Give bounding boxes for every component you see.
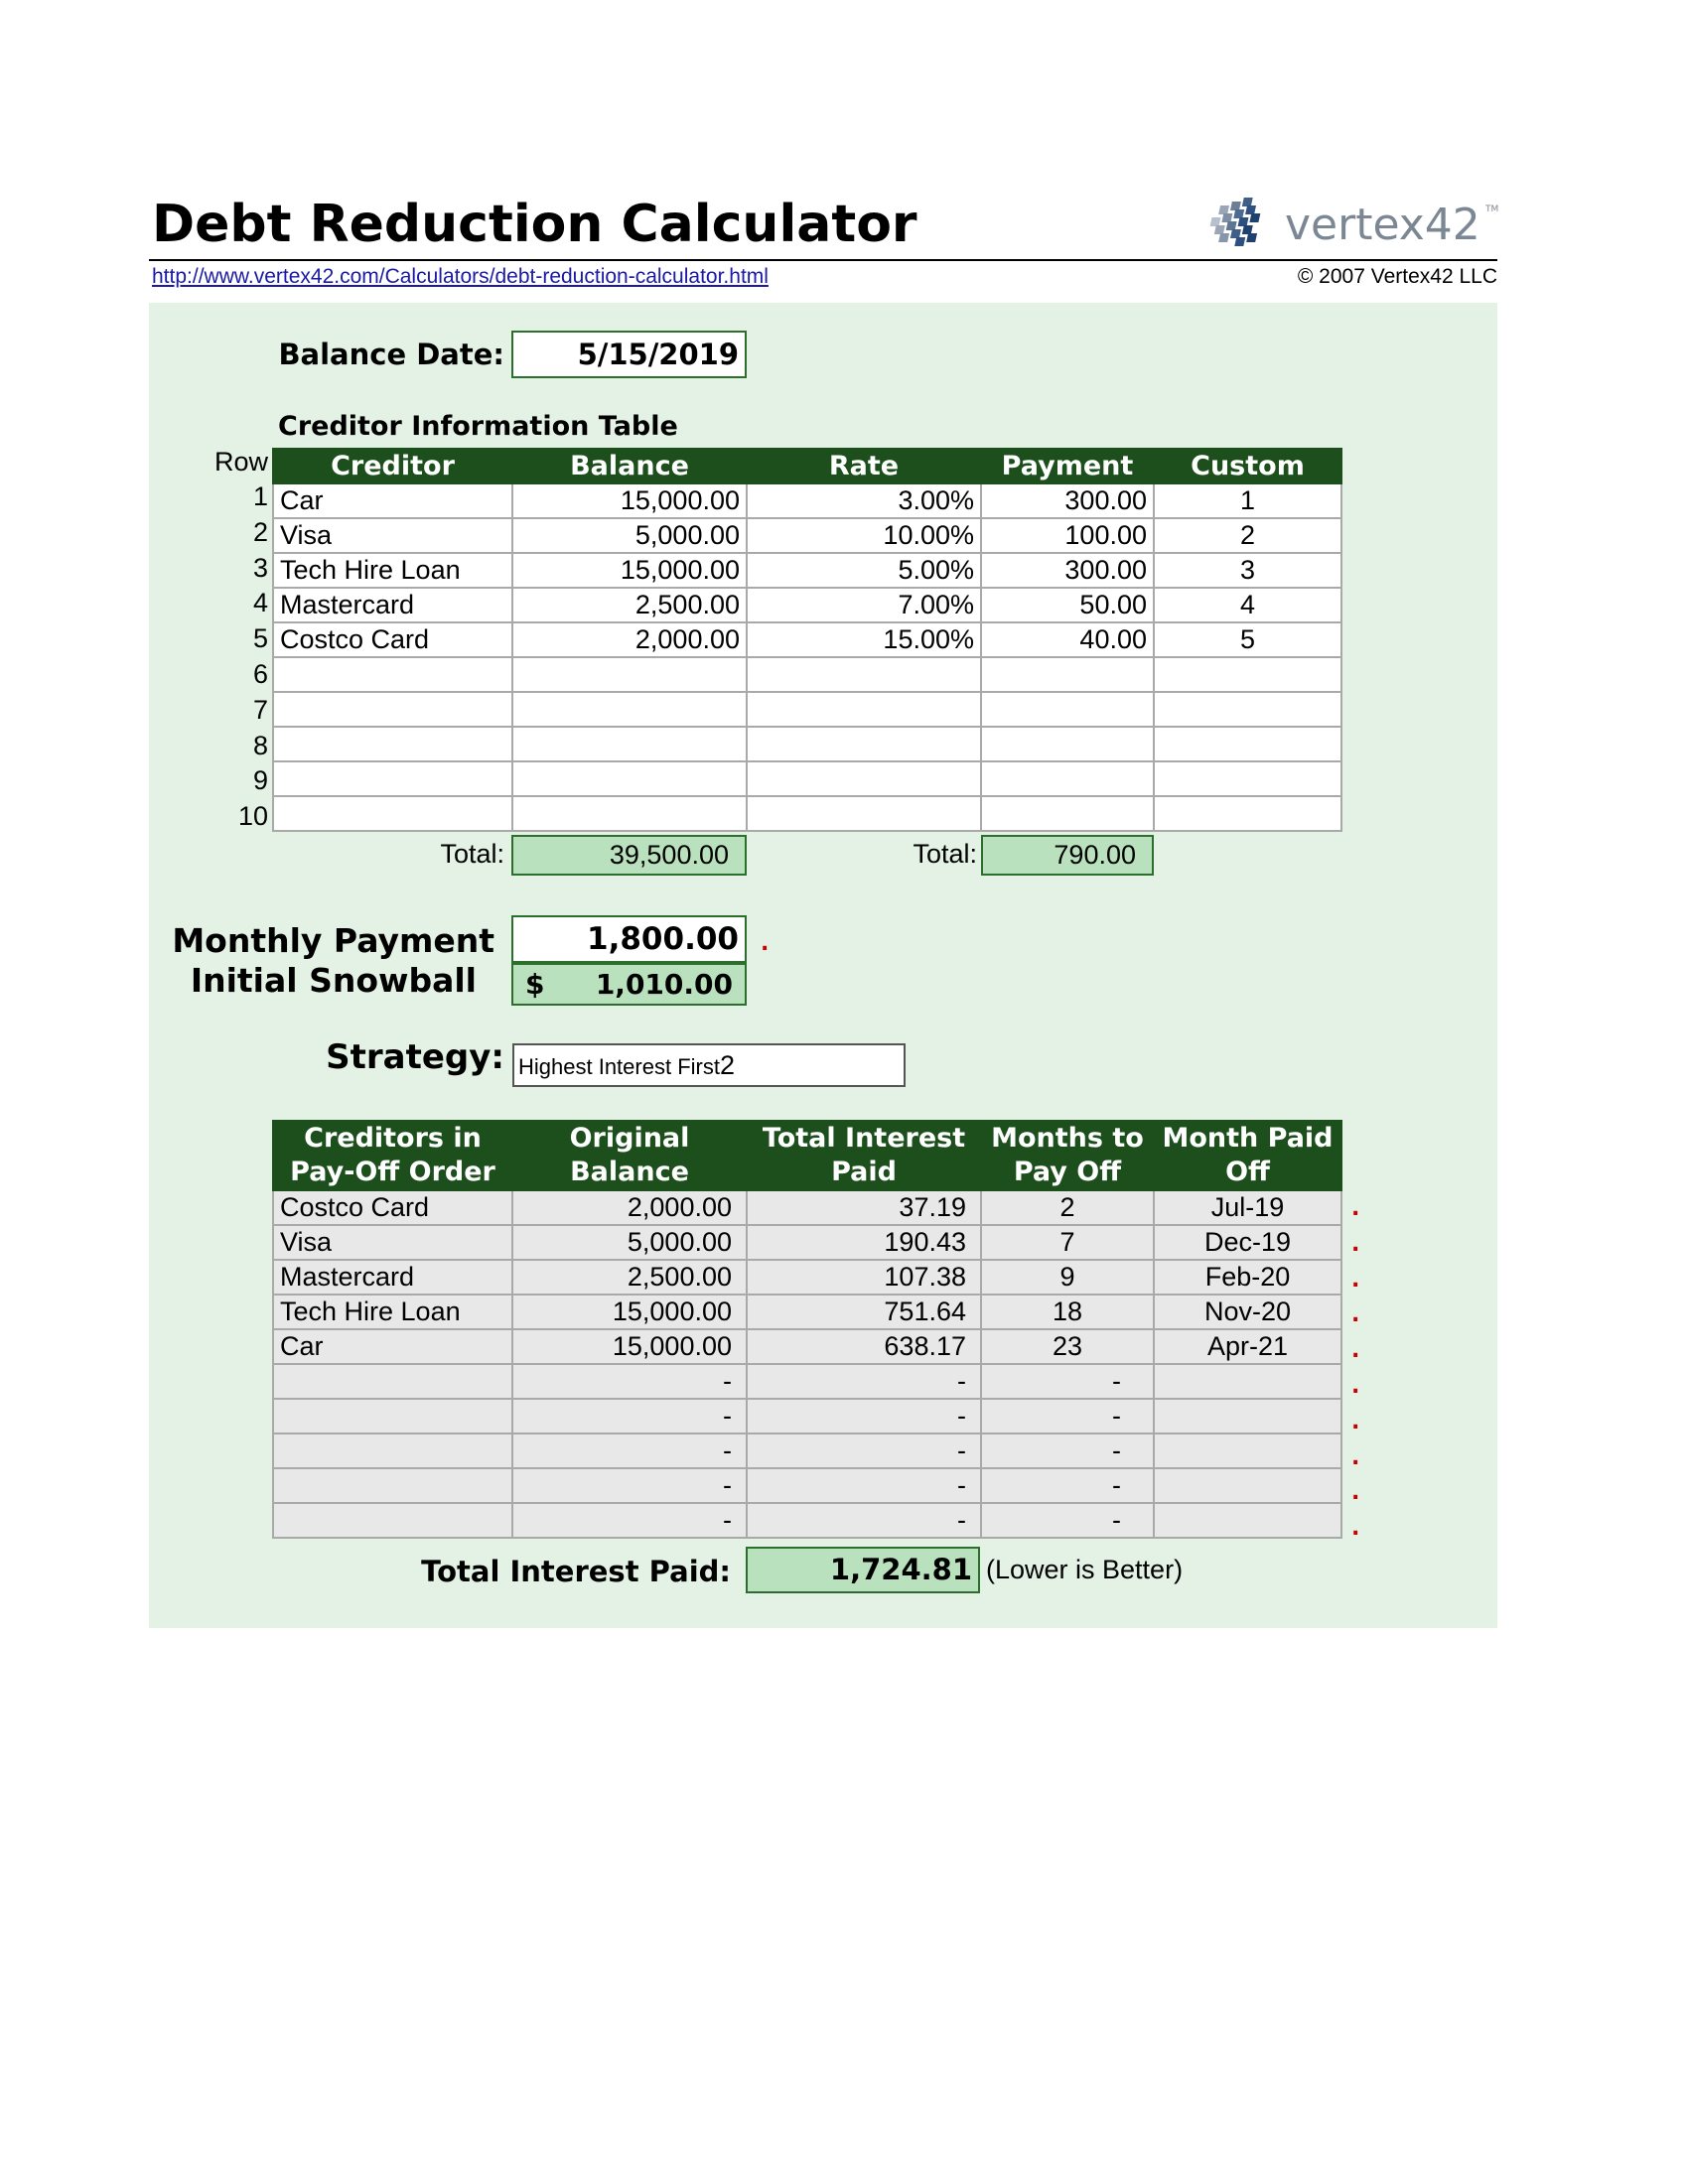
lower-is-better-note: (Lower is Better) [986,1555,1184,1584]
comment-marker: . [1351,1516,1360,1542]
custom-order-cell[interactable] [1154,796,1341,831]
creditor-row [273,588,1341,622]
creditor-row [273,657,1341,692]
header-original-balance: Original Balance [512,1121,747,1190]
rate-cell[interactable]: 3.00% [747,483,981,518]
header-balance: Balance [512,449,747,483]
balance-cell[interactable]: 2,000.00 [512,622,747,657]
months-cell: - [981,1399,1154,1433]
custom-order-cell[interactable] [1154,727,1341,761]
balance-cell[interactable] [512,796,747,831]
balance-date-input[interactable]: 5/15/2019 [511,331,747,378]
row-number: 3 [252,552,268,583]
comment-marker: . [1351,1444,1360,1470]
custom-order-cell[interactable]: 3 [1154,553,1341,588]
payoff-creditor-cell: Car [273,1329,512,1364]
paid-off-month-cell: Jul-19 [1154,1190,1341,1225]
creditor-row [273,483,1341,518]
rate-cell[interactable] [747,761,981,796]
payoff-creditor-cell [273,1364,512,1399]
initial-snowball-label: Initial Snowball [190,961,477,1000]
payoff-creditor-cell [273,1468,512,1503]
creditor-row [273,727,1341,761]
payoff-creditor-cell: Visa [273,1225,512,1260]
original-balance-cell: - [512,1503,747,1538]
paid-off-month-cell: Feb-20 [1154,1260,1341,1295]
interest-paid-cell: - [747,1468,981,1503]
custom-order-cell[interactable]: 1 [1154,483,1341,518]
months-cell: - [981,1503,1154,1538]
original-balance-cell: 5,000.00 [512,1225,747,1260]
creditor-name-cell[interactable]: Tech Hire Loan [273,553,512,588]
payment-cell[interactable] [981,657,1154,692]
row-number: 9 [252,765,268,796]
payment-cell[interactable]: 300.00 [981,483,1154,518]
comment-marker: . [1351,1302,1360,1328]
strategy-label: Strategy: [326,1037,504,1077]
strategy-code: 2 [719,1050,735,1080]
header-custom: Custom [1154,449,1341,483]
balance-cell[interactable] [512,761,747,796]
total-balance-label: Total: [440,839,504,869]
strategy-select[interactable] [512,1043,906,1087]
comment-marker: . [1351,1267,1360,1293]
payoff-row [273,1468,1341,1503]
original-balance-cell: 15,000.00 [512,1295,747,1329]
initial-snowball-value-box [511,963,747,1006]
balance-cell[interactable]: 15,000.00 [512,483,747,518]
creditor-row [273,518,1341,553]
creditor-name-cell[interactable]: Costco Card [273,622,512,657]
total-payment-value: 790.00 [981,835,1154,876]
payoff-creditor-cell: Costco Card [273,1190,512,1225]
comment-marker: . [761,931,770,956]
creditor-name-cell[interactable] [273,692,512,727]
payoff-creditor-cell: Mastercard [273,1260,512,1295]
currency-symbol: $ [525,968,545,1001]
paid-off-month-cell: Apr-21 [1154,1329,1341,1364]
original-balance-cell: 15,000.00 [512,1329,747,1364]
creditor-name-cell[interactable]: Visa [273,518,512,553]
payment-cell[interactable]: 100.00 [981,518,1154,553]
header-total-interest: Total Interest Paid [747,1121,981,1190]
interest-paid-cell: 638.17 [747,1329,981,1364]
months-cell: 9 [981,1260,1154,1295]
payoff-table [272,1120,1342,1539]
payment-cell[interactable] [981,692,1154,727]
payment-cell[interactable]: 300.00 [981,553,1154,588]
comment-marker: . [1351,1374,1360,1399]
header-creditor: Creditor [273,449,512,483]
creditor-table [272,448,1342,832]
payoff-row [273,1503,1341,1538]
header-months-to-pay-off: Months to Pay Off [981,1121,1154,1190]
custom-order-cell[interactable]: 5 [1154,622,1341,657]
header-divider [149,259,1497,261]
payoff-row [273,1190,1341,1225]
header-rate: Rate [747,449,981,483]
balance-cell[interactable]: 15,000.00 [512,553,747,588]
payoff-row [273,1295,1341,1329]
balance-cell[interactable] [512,657,747,692]
payoff-row [273,1364,1341,1399]
row-column-label: Row [213,447,268,477]
header-month-paid-off: Month Paid Off [1154,1121,1341,1190]
calculator-link[interactable]: http://www.vertex42.com/Calculators/debt-reduction-calculator.html [152,265,769,288]
vertex42-grid-logo-icon [1203,192,1499,257]
payoff-row [273,1399,1341,1433]
payment-cell[interactable] [981,796,1154,831]
paid-off-month-cell [1154,1399,1341,1433]
total-payment-label: Total: [913,839,977,869]
comment-marker: . [1351,1196,1360,1221]
svg-text:TM: TM [1485,205,1499,214]
original-balance-cell: 2,500.00 [512,1260,747,1295]
payoff-row [273,1329,1341,1364]
rate-cell[interactable] [747,692,981,727]
row-number: 4 [252,588,268,618]
interest-paid-cell: 107.38 [747,1260,981,1295]
paid-off-month-cell [1154,1468,1341,1503]
comment-marker: . [1351,1409,1360,1434]
row-number: 6 [252,659,268,689]
balance-cell[interactable]: 2,500.00 [512,588,747,622]
row-number: 2 [252,516,268,547]
custom-order-cell[interactable] [1154,761,1341,796]
balance-cell[interactable] [512,727,747,761]
comment-marker: . [1351,1338,1360,1364]
row-number: 8 [252,730,268,760]
page-title: Debt Reduction Calculator [152,195,917,254]
creditor-name-cell[interactable]: Car [273,483,512,518]
payoff-creditor-cell [273,1433,512,1468]
initial-snowball-value: 1,010.00 [595,968,733,1001]
total-interest-value: 1,724.81 [746,1547,980,1593]
total-interest-label: Total Interest Paid: [421,1555,731,1588]
months-cell: - [981,1433,1154,1468]
interest-paid-cell: 37.19 [747,1190,981,1225]
total-balance-value: 39,500.00 [511,835,747,876]
strategy-selected-value: Highest Interest First [518,1054,720,1079]
monthly-payment-label: Monthly Payment [172,921,494,960]
comment-marker: . [1351,1480,1360,1506]
creditor-row [273,796,1341,831]
creditor-table-title: Creditor Information Table [278,411,678,442]
rate-cell[interactable] [747,796,981,831]
creditor-row [273,761,1341,796]
balance-cell[interactable] [512,692,747,727]
creditor-row [273,622,1341,657]
creditor-name-cell[interactable]: Mastercard [273,588,512,622]
rate-cell[interactable] [747,727,981,761]
months-cell: 2 [981,1190,1154,1225]
balance-date-label: Balance Date: [278,338,504,371]
months-cell: - [981,1468,1154,1503]
rate-cell[interactable] [747,657,981,692]
row-number: 7 [252,694,268,725]
creditor-name-cell[interactable] [273,796,512,831]
interest-paid-cell: 190.43 [747,1225,981,1260]
payoff-creditor-cell: Tech Hire Loan [273,1295,512,1329]
interest-paid-cell: - [747,1433,981,1468]
copyright-text: © 2007 Vertex42 LLC [1297,265,1497,288]
payoff-creditor-cell [273,1399,512,1433]
rate-cell[interactable]: 15.00% [747,622,981,657]
months-cell: 7 [981,1225,1154,1260]
interest-paid-cell: 751.64 [747,1295,981,1329]
svg-text:vertex42: vertex42 [1285,200,1480,250]
interest-paid-cell: - [747,1399,981,1433]
payment-cell[interactable]: 50.00 [981,588,1154,622]
balance-cell[interactable]: 5,000.00 [512,518,747,553]
header-payment: Payment [981,449,1154,483]
months-cell: - [981,1364,1154,1399]
payoff-creditor-cell [273,1503,512,1538]
months-cell: 18 [981,1295,1154,1329]
custom-order-cell[interactable]: 2 [1154,518,1341,553]
original-balance-cell: - [512,1364,747,1399]
interest-paid-cell: - [747,1364,981,1399]
paid-off-month-cell [1154,1433,1341,1468]
payment-cell[interactable]: 40.00 [981,622,1154,657]
header-payoff-order: Creditors in Pay-Off Order [273,1121,512,1190]
paid-off-month-cell: Nov-20 [1154,1295,1341,1329]
row-number: 1 [252,481,268,511]
creditor-name-cell[interactable] [273,761,512,796]
monthly-payment-input[interactable]: 1,800.00 [511,915,747,963]
custom-order-cell[interactable] [1154,657,1341,692]
vertex42-logo [1203,192,1499,257]
payoff-row [273,1260,1341,1295]
interest-paid-cell: - [747,1503,981,1538]
row-number: 5 [252,623,268,654]
row-number: 10 [237,801,268,832]
paid-off-month-cell [1154,1364,1341,1399]
custom-order-cell[interactable] [1154,692,1341,727]
original-balance-cell: - [512,1433,747,1468]
payment-cell[interactable] [981,761,1154,796]
creditor-row [273,692,1341,727]
comment-marker: . [1351,1231,1360,1257]
original-balance-cell: - [512,1468,747,1503]
creditor-row [273,553,1341,588]
payoff-row [273,1225,1341,1260]
rate-cell[interactable]: 10.00% [747,518,981,553]
creditor-name-cell[interactable] [273,727,512,761]
creditor-name-cell[interactable] [273,657,512,692]
payment-cell[interactable] [981,727,1154,761]
custom-order-cell[interactable]: 4 [1154,588,1341,622]
original-balance-cell: - [512,1399,747,1433]
paid-off-month-cell: Dec-19 [1154,1225,1341,1260]
paid-off-month-cell [1154,1503,1341,1538]
original-balance-cell: 2,000.00 [512,1190,747,1225]
rate-cell[interactable]: 7.00% [747,588,981,622]
rate-cell[interactable]: 5.00% [747,553,981,588]
payoff-row [273,1433,1341,1468]
months-cell: 23 [981,1329,1154,1364]
